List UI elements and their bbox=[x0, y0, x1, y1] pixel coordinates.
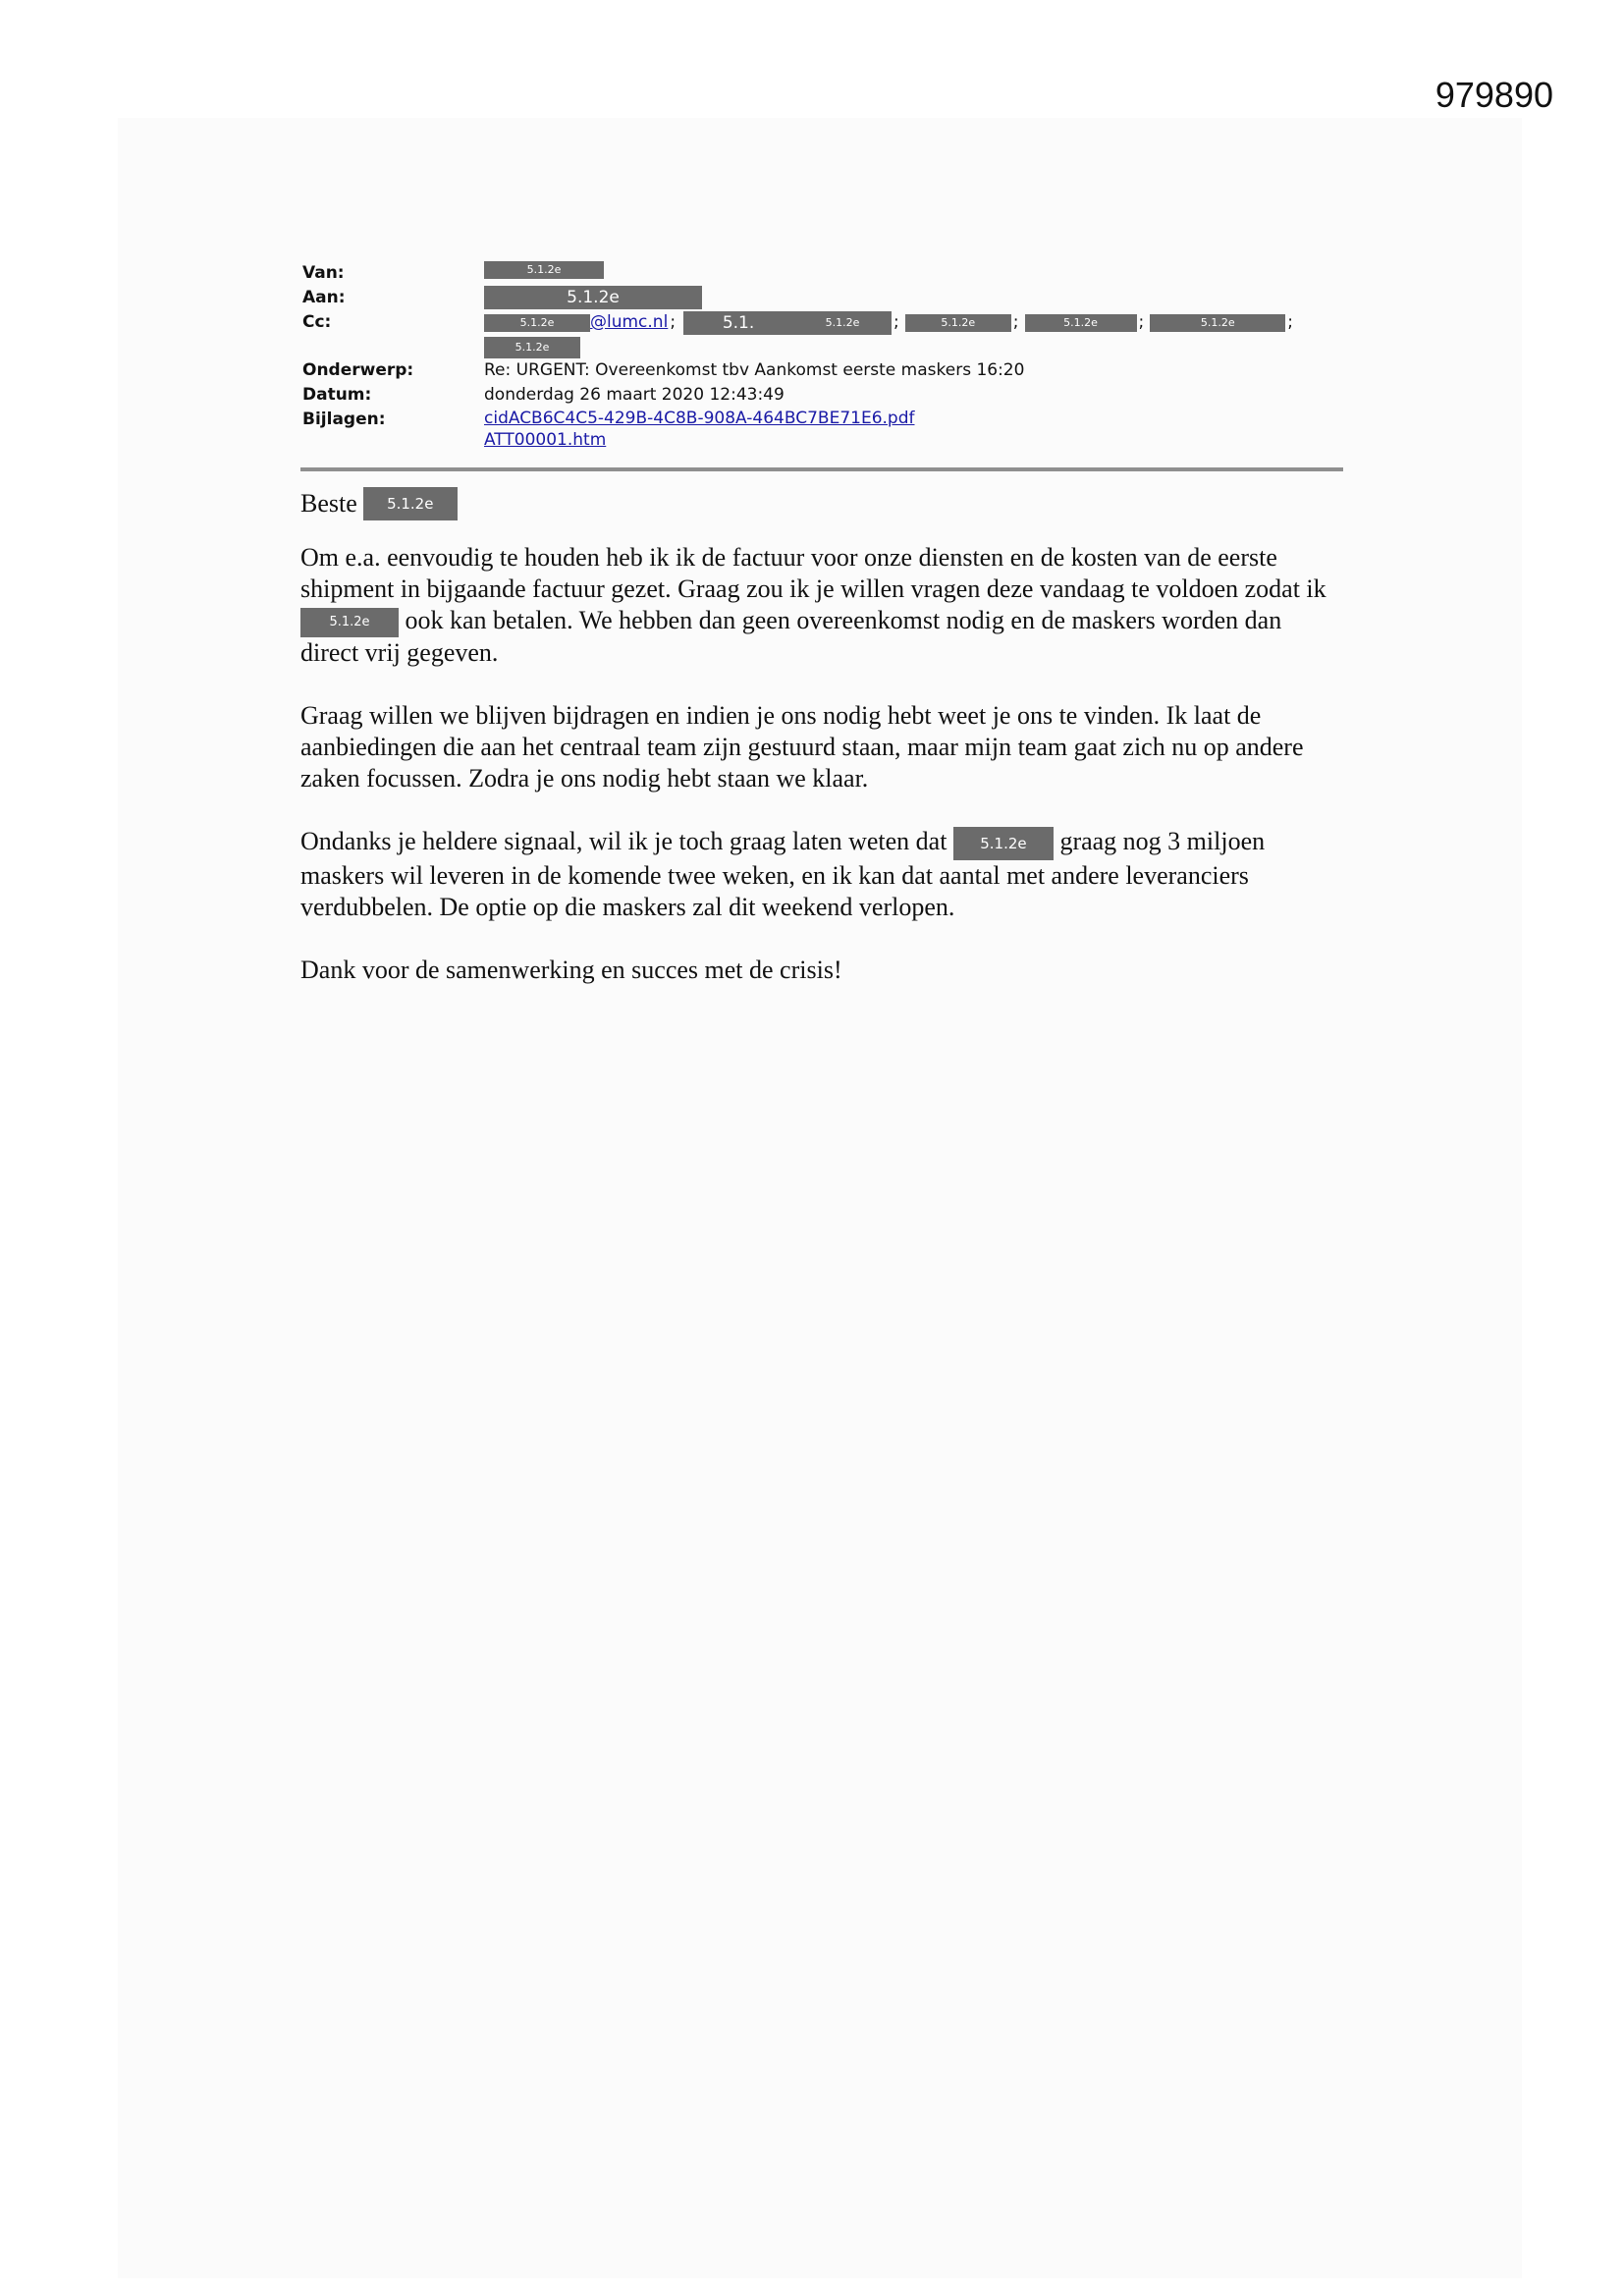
paragraph-1-part-a: Om e.a. eenvoudig te houden heb ik ik de factuur voor onze diensten en de kosten van de eerste shipment in bijgaande factuur gezet. Graag zou ik je willen vragen deze vandaag te voldoen zodat ik bbox=[300, 543, 1326, 603]
bijlagen-label: Bijlagen: bbox=[302, 410, 386, 429]
greeting bbox=[300, 487, 1341, 520]
paragraph-1-part-b: ook kan betalen. We hebben dan geen overeenkomst nodig en de maskers worden dan direct vrij gegeven. bbox=[300, 606, 1282, 668]
paragraph-3-part-b: graag nog 3 miljoen maskers wil leveren in de komende twee weken, en ik kan dat aantal met andere leveranciers verdubbelen. De optie op die maskers zal dit weekend verlopen. bbox=[300, 827, 1266, 922]
onderwerp-label: Onderwerp: bbox=[302, 360, 414, 380]
cc-redaction-2: 5.1. bbox=[683, 311, 793, 335]
cc-redaction-6: 5.1.2e bbox=[484, 337, 580, 358]
document-number: 979890 bbox=[1435, 75, 1553, 115]
paragraph-1 bbox=[300, 542, 1341, 669]
aan-label: Aan: bbox=[302, 288, 346, 307]
cc-redaction-3: 5.1.2e bbox=[905, 314, 1011, 332]
cc-email-domain[interactable]: @lumc.nl bbox=[590, 312, 669, 332]
paragraph-3-redaction: 5.1.2e bbox=[953, 827, 1054, 860]
header-row-aan bbox=[302, 286, 1343, 310]
header-row-cc: Cc: 5.1.2e @lumc.nl ; 5.1. 5.1.2e ; 5.1.2e ; 5.1.2e ; 5.1.2e ; 5.1.2e bbox=[302, 310, 1343, 358]
header-row-bijlagen bbox=[302, 408, 1343, 451]
header-row-datum bbox=[302, 383, 1343, 408]
paragraph-3 bbox=[300, 826, 1341, 923]
cc-label: Cc: bbox=[302, 312, 332, 332]
cc-redaction-1: 5.1.2e bbox=[484, 314, 590, 332]
aan-redaction: 5.1.2e bbox=[484, 286, 702, 309]
paragraph-2: Graag willen we blijven bijdragen en indien je ons nodig hebt weet je ons te vinden. Ik laat de aanbiedingen die aan het centraal team zijn gestuurd staan, maar mijn team gaat zich nu op andere zaken focussen. Zodra je ons nodig hebt staan we klaar. bbox=[300, 701, 1304, 793]
attachment-link-htm[interactable]: ATT00001.htm bbox=[484, 430, 607, 450]
cc-redaction-4: 5.1.2e bbox=[1025, 314, 1137, 332]
van-label: Van: bbox=[302, 263, 345, 283]
paragraph-1-redaction: 5.1.2e bbox=[300, 608, 399, 637]
paragraph-3-part-a: Ondanks je heldere signaal, wil ik je toch graag laten weten dat bbox=[300, 827, 947, 856]
date-value: donderdag 26 maart 2020 12:43:49 bbox=[484, 385, 785, 405]
paragraph-4: Dank voor de samenwerking en succes met de crisis! bbox=[300, 956, 842, 985]
header-row-onderwerp bbox=[302, 358, 1343, 383]
datum-label: Datum: bbox=[302, 385, 372, 405]
greeting-redaction: 5.1.2e bbox=[363, 487, 458, 520]
van-redaction: 5.1.2e bbox=[484, 261, 604, 279]
attachment-link-pdf[interactable]: cidACB6C4C5-429B-4C8B-908A-464BC7BE71E6.pdf bbox=[484, 409, 915, 428]
header-row-van bbox=[302, 261, 1343, 286]
subject-value: Re: URGENT: Overeenkomst tbv Aankomst eerste maskers 16:20 bbox=[484, 360, 1025, 380]
header-divider bbox=[300, 467, 1343, 471]
cc-redaction-2b: 5.1.2e bbox=[793, 311, 892, 335]
email-body bbox=[300, 487, 1341, 1017]
greeting-text: Beste bbox=[300, 489, 357, 518]
email-header bbox=[302, 261, 1343, 451]
cc-redaction-5: 5.1.2e bbox=[1150, 314, 1285, 332]
